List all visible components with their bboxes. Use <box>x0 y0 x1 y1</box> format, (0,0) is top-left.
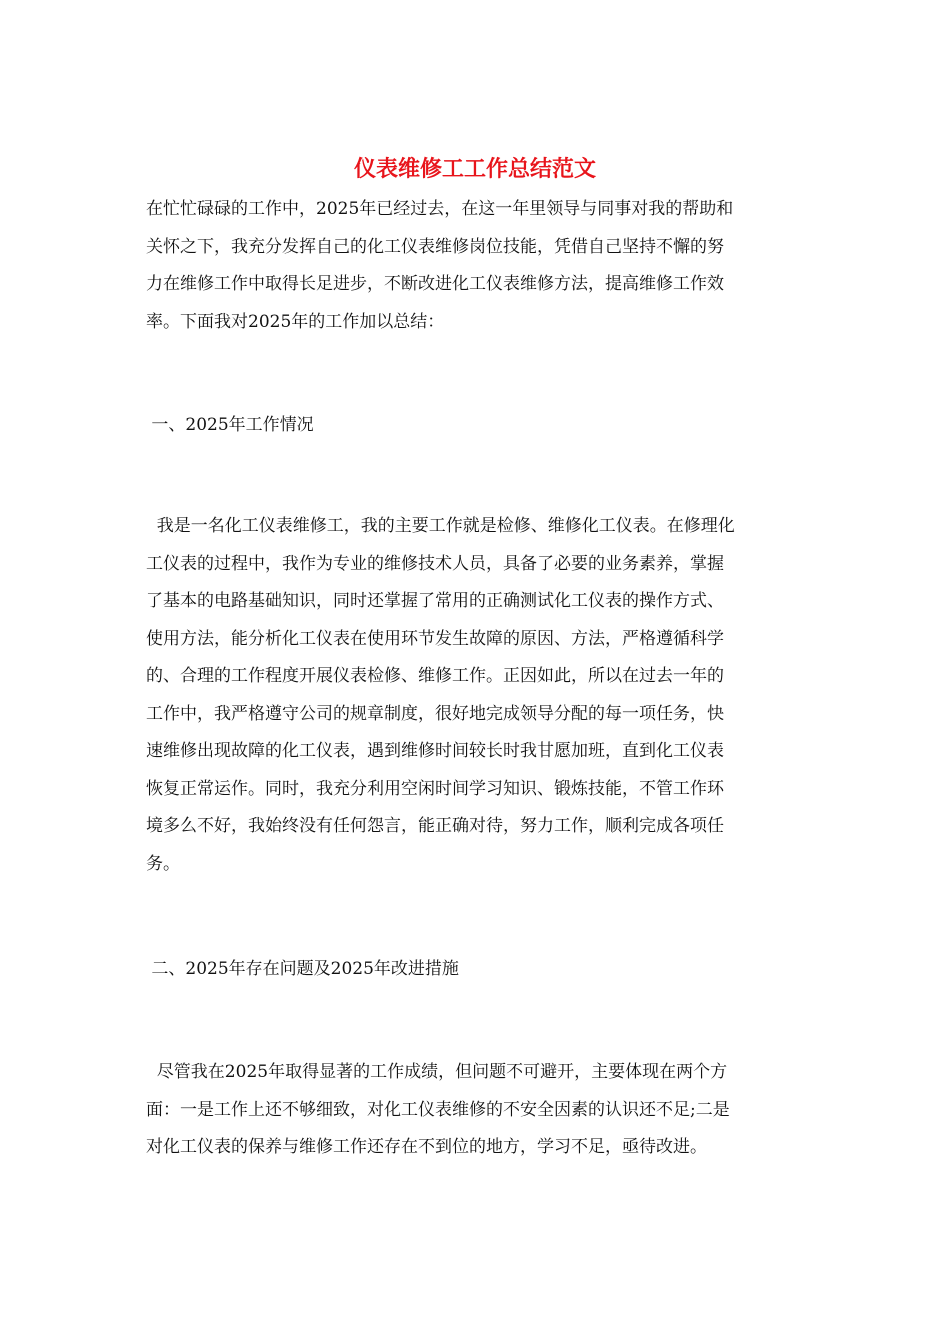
heading-text: 二、2025年存在问题及2025年改进措施 <box>146 959 459 979</box>
section-2-paragraph <box>146 1054 806 1167</box>
text-line: 率。下面我对2025年的工作加以总结： <box>146 311 445 332</box>
heading-text: 一、2025年工作情况 <box>146 415 314 435</box>
section-1-paragraph <box>146 508 806 883</box>
intro-paragraph <box>146 191 806 341</box>
document-title: 仪表维修工工作总结范文 <box>353 156 596 182</box>
text-line: 尽管我在2025年取得显著的工作成绩，但问题不可避开，主要体现在两个方 <box>146 1062 728 1082</box>
text-line: 务。 <box>146 853 180 874</box>
text-line: 关怀之下，我充分发挥自己的化工仪表维修岗位技能，凭借自己坚持不懈的努 <box>146 236 724 257</box>
text-line: 使用方法，能分析化工仪表在使用环节发生故障的原因、方法，严格遵循科学 <box>146 628 724 649</box>
text-line: 对化工仪表的保养与维修工作还存在不到位的地方，学习不足，亟待改进。 <box>146 1137 707 1157</box>
text-line: 恢复正常运作。同时，我充分利用空闲时间学习知识、锻炼技能，不管工作环 <box>146 778 724 799</box>
section-1-heading <box>146 407 806 445</box>
text-line: 力在维修工作中取得长足进步，不断改进化工仪表维修方法，提高维修工作效 <box>146 274 724 294</box>
text-line: 工作中，我严格遵守公司的规章制度，很好地完成领导分配的每一项任务，快 <box>146 703 724 724</box>
text-line: 工仪表的过程中，我作为专业的维修技术人员，具备了必要的业务素养，掌握 <box>146 553 724 574</box>
text-line: 的、合理的工作程度开展仪表检修、维修工作。正因如此，所以在过去一年的 <box>146 666 724 686</box>
section-2-heading <box>146 951 806 989</box>
text-line: 境多么不好，我始终没有任何怨言，能正确对待，努力工作，顺利完成各项任 <box>146 816 724 836</box>
text-line: 了基本的电路基础知识，同时还掌握了常用的正确测试化工仪表的操作方式、 <box>146 591 724 611</box>
text-line: 速维修出现故障的化工仪表，遇到维修时间较长时我甘愿加班，直到化工仪表 <box>146 741 724 761</box>
text-line: 我是一名化工仪表维修工，我的主要工作就是检修、维修化工仪表。在修理化 <box>146 516 735 536</box>
text-line: 面：一是工作上还不够细致，对化工仪表维修的不安全因素的认识还不足;二是 <box>146 1099 730 1120</box>
text-line: 在忙忙碌碌的工作中，2025年已经过去，在这一年里领导与同事对我的帮助和 <box>146 199 734 219</box>
